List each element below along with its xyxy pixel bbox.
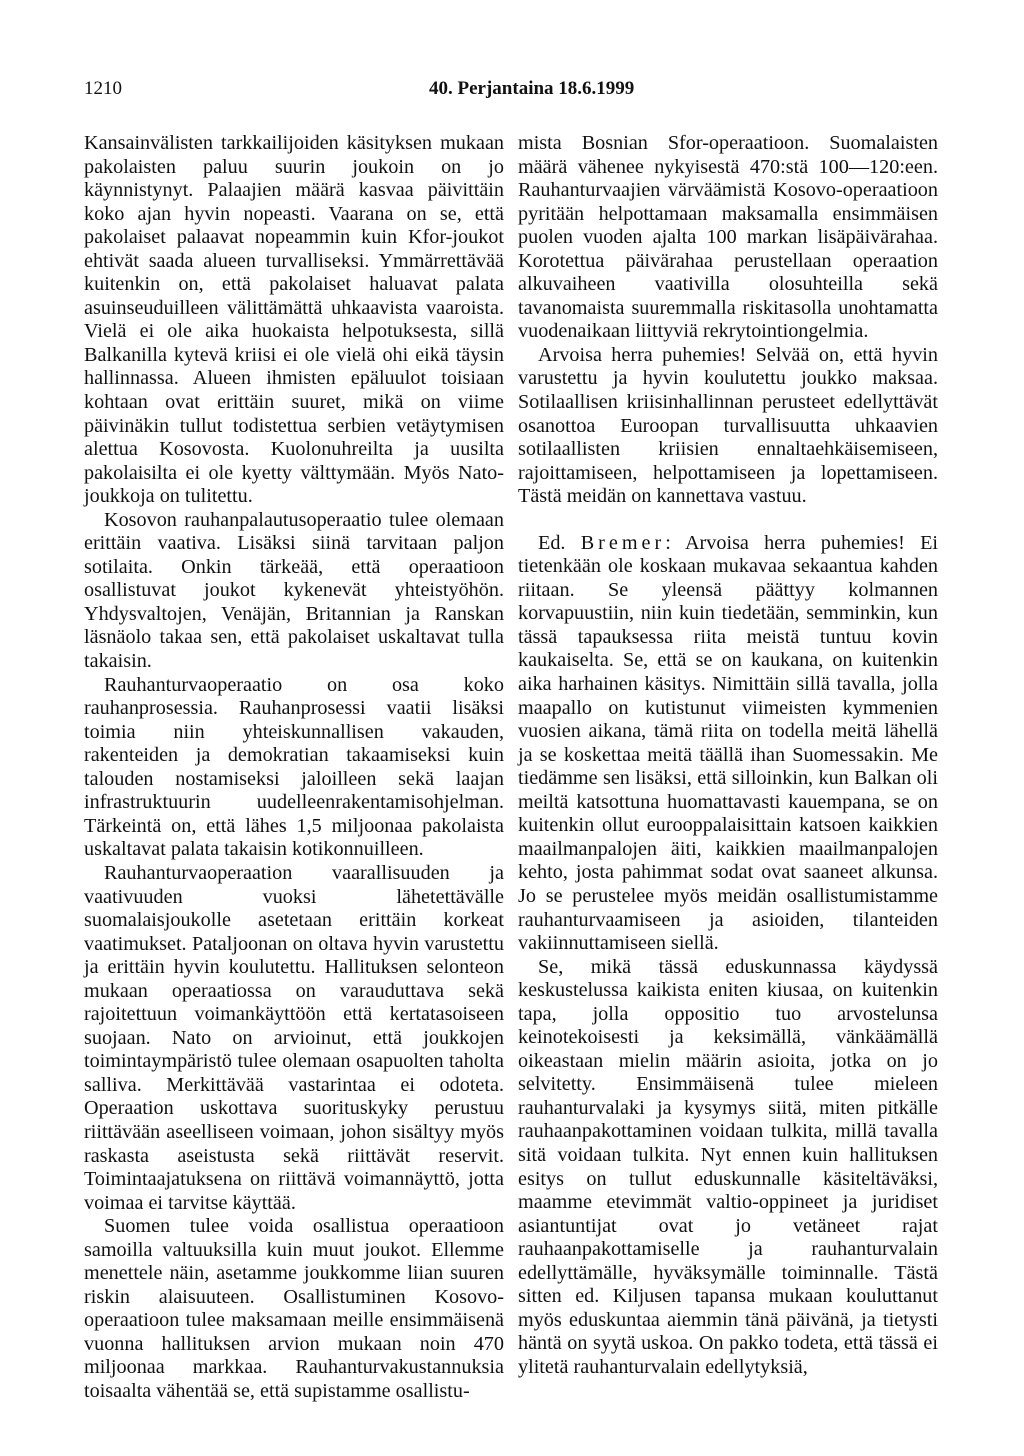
right-column (518, 132, 938, 1379)
speaker-prefix: Ed. (538, 531, 566, 554)
paragraph: Arvoisa herra puhemies! Selvää on, että hyvin varustettu ja hyvin koulutettu joukko maksaa. Sotilaallisen kriisinhallinnan perusteet edellyttävät osanottoa Euroopan turvallisuutta uhkaavien sotilaallisten kriisien ennaltaehkäisemiseen, rajoittamiseen, helpottamiseen ja lopettamiseen. Tästä meidän on kannettava vastuu. (518, 343, 938, 508)
session-date-heading: 40. Perjantaina 18.6.1999 (429, 78, 635, 99)
left-column (84, 132, 504, 1404)
paragraph: Kosovon rauhanpalautusoperaatio tulee olemaan erittäin vaativa. Lisäksi siinä tarvitaan paljon sotilaita. Onkin tärkeää, että operaatioon osallistuvat joukot kykenevät yhteistyöhön. Yhdysvaltojen, Venäjän, Britannian ja Ranskan läsnäolo takaa sen, että pakolaiset uskaltavat tulla takaisin. (84, 508, 504, 673)
paragraph: Kansainvälisten tarkkailijoiden käsityksen mukaan pakolaisten paluu suurin joukoin on jo käynnistynyt. Palaajien määrä kasvaa päivittäin koko ajan hyvin nopeasti. Vaarana on se, että pakolaiset palaavat nopeammin kuin Kfor-joukot ehtivät saada alueen turvalliseksi. Ymmärrettävää kuitenkin on, että pakolaiset haluavat palata asuinseuduilleen välittämättä uhkaavista vaaroista. Vielä ei ole aika huokaista helpotuksesta, sillä Balkanilla kytevä kriisi ei ole vielä ohi eikä täysin hallinnassa. Alueen ihmisten epäluulot toisiaan kohtaan ovat erittäin suuret, mikä on viime päivinäkin tullut todistettua serbien vetäytymisen alettua Kosovosta. Kuolonuhreilta ja uusilta pakolaisilta ei ole kyetty välttymään. Myös Nato-joukkoja on tulitettu. (84, 132, 504, 508)
paragraph: mista Bosnian Sfor-operaatioon. Suomalaisten määrä vähenee nykyisestä 470:stä 100—120:een. Rauhanturvaajien värväämistä Kosovo-operaatioon pyritään helpottamaan maksamalla ensimmäisen puolen vuoden ajalta 100 markan lisäpäivärahaa. Korotettua päivärahaa perustellaan operaation alkuvaiheen vaativilla olosuhteilla sekä tavanomaista suuremmalla riskitasolla unohtamatta vuodenaikaan liittyviä rekrytointiongelmia. (518, 132, 938, 343)
paragraph: Rauhanturvaoperaation vaarallisuuden ja vaativuuden vuoksi lähetettävälle suomalaisjoukolle asetetaan erittäin korkeat vaatimukset. Pataljoonan on oltava hyvin varustettu ja erittäin hyvin koulutettu. Hallituksen selonteon mukaan operaatiossa on varauduttava sekä rajoitettuun voimankäyttöön että kertatasoiseen suojaan. Nato on arvioinut, että joukkojen toimintaympäristö tulee olemaan osapuolten taholta salliva. Merkittävää vastarintaa ei odoteta. Operaation uskottava suorituskyky perustuu riittävään aseelliseen voimaan, johon sisältyy myös raskasta aseistusta sekä riittävät reservit. Toimintaajatuksena on riittävä voimannäyttö, jotta voimaa ei tarvitse käyttää. (84, 861, 504, 1214)
speaker-name: Bremer (580, 531, 666, 554)
paragraph: Se, mikä tässä eduskunnassa käydyssä keskustelussa kaikista eniten kiusaa, on kuitenkin tapa, jolla oppositio tuo arvostelunsa keinotekoisesti ja keksimällä, vänkäämällä oikeastaan mielin määrin asioita, jotka on jo selvitetty. Ensimmäisenä tulee mieleen rauhanturvalaki ja kysymys siitä, miten pitkälle rauhaanpakottaminen voidaan tulkita, millä tavalla sitä voidaan tulkita. Nyt ennen kuin hallituksen esitys on tullut eduskunnalle käsiteltäväksi, maamme etevimmät valtio-oppineet ja juridiset asiantuntijat ovat jo vetäneet rajat rauhaanpakottamiselle ja rauhanturvalain edellyttämälle, hyväksymälle toiminnalle. Tästä sitten ed. Kiljusen tapansa mukaan kouluttanut myös eduskuntaa aiemmin tänä päivänä, ja tietysti häntä on syytä uskoa. On pakko todeta, että tässä ei ylitetä rauhanturvalain edellytyksiä, (518, 955, 938, 1378)
paragraph: Rauhanturvaoperaatio on osa koko rauhanprosessia. Rauhanprosessi vaatii lisäksi toimia niin yhteiskunnallisen vakauden, rakenteiden ja demokratian takaamiseksi kuin talouden nostamiseksi jaloilleen sekä laajan infrastruktuurin uudelleenrakentamisohjelman. Tärkeintä on, että lähes 1,5 miljoonaa pakolaista uskaltavat palata takaisin kotikonnuilleen. (84, 673, 504, 861)
page-number: 1210 (84, 78, 122, 99)
page-header (0, 78, 1024, 104)
paragraph: Suomen tulee voida osallistua operaatioon samoilla valtuuksilla kuin muut joukot. Ellemme menettele näin, asetamme joukkomme liian suuren riskin alaisuuteen. Osallistuminen Kosovo-operaatioon tulee maksamaan meille ensimmäisenä vuonna hallituksen arvion mukaan noin 470 miljoonaa markkaa. Rauhanturvakustannuksia toisaalta vähentää se, että supistamme osallistu- (84, 1215, 504, 1402)
speaker-paragraph: Ed. Bremer: Arvoisa herra puhemies! Ei tietenkään ole koskaan mukavaa sekaantua kahden riitaan. Se yleensä päättyy kolmannen korvapuustiin, niin kuin tiedetään, semminkin, kun tässä tapauksessa riita meistä tuntuu kovin kaukaiselta. Se, että se on kaukana, on kuitenkin aika harhainen käsitys. Nimittäin sillä tavalla, jolla maapallo on kutistunut viimeisten kymmenien vuosien aikana, tämä riita on todella meitä lähellä ja se koskettaa meitä täällä ihan Suomessakin. Me tiedämme sen lisäksi, että silloinkin, kun Balkan oli meiltä katsottuna huomattavasti kauempana, se on kuitenkin ollut eurooppalaisittain katsoen kaikkien maailmanpalojen äiti, kaikkien maailmanpalojen kehto, josta pahimmat sodat ovat saaneet alkunsa. Jo se perustelee myös meidän osallistumistamme rauhanturvaamiseen ja asioiden, tilanteiden vakiinnuttamiseen siellä. (518, 531, 939, 955)
speech-text: Arvoisa herra puhemies! Ei tietenkään ole koskaan mukavaa sekaantua kahden riitaan. Se yleensä päättyy kolmannen korvapuustiin, niin kuin tiedetään, semminkin, kun tässä tapauksessa riita meistä tuntuu kovin kaukaiselta. Se, että se on kaukana, on kuitenkin aika harhainen käsitys. Nimittäin sillä tavalla, jolla maapallo on kutistunut viimeisten kymmenien vuosien aikana, tämä riita on todella meitä lähellä ja se koskettaa meitä täällä ihan Suomessakin. Me tiedämme sen lisäksi, että silloinkin, kun Balkan oli meiltä katsottuna huomattavasti kauempana, se on kuitenkin ollut eurooppalaisittain katsoen kaikkien maailmanpalojen äiti, kaikkien maailmanpalojen kehto, josta pahimmat sodat ovat saaneet alkunsa. Jo se perustelee myös meidän osallistumistamme rauhanturvaamiseen ja asioiden, tilanteiden vakiinnuttamiseen siellä. (518, 531, 939, 955)
